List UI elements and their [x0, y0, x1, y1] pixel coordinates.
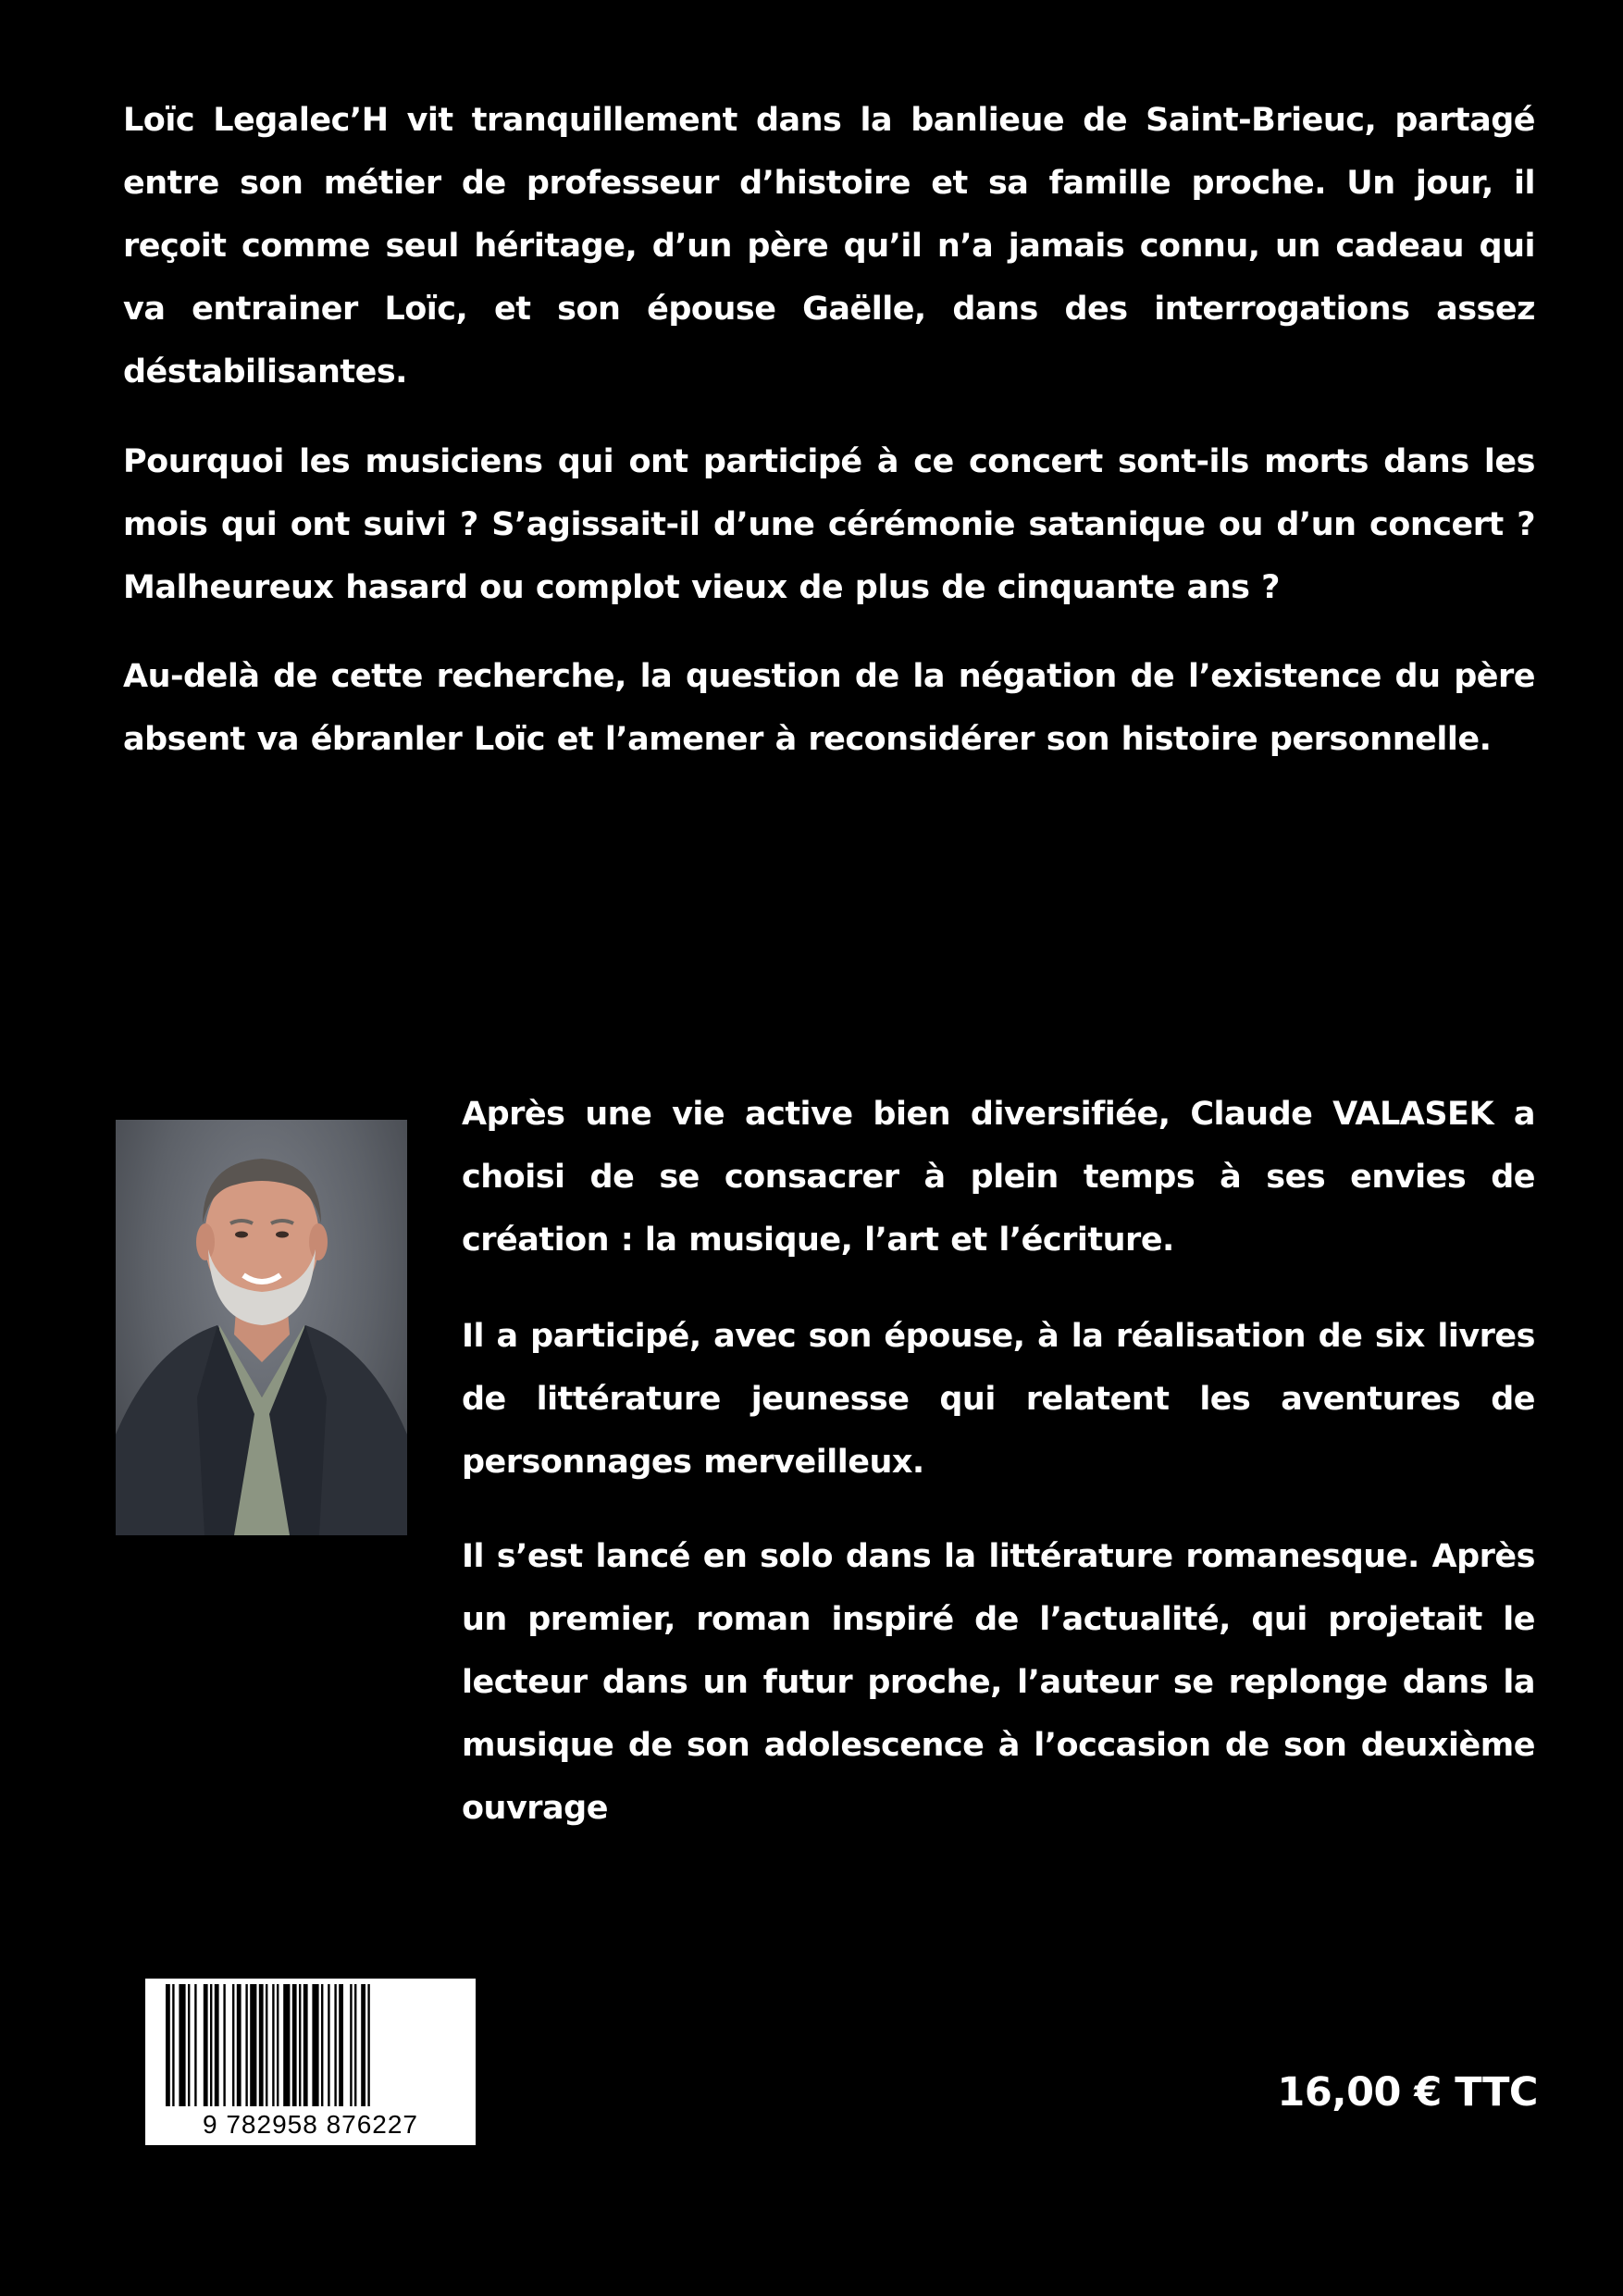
- barcode-bar: [334, 1984, 336, 2106]
- barcode-bar: [354, 1984, 356, 2106]
- barcode-bar: [172, 1984, 174, 2106]
- barcode-bar: [277, 1984, 279, 2106]
- author-bio-paragraph-3: Il s’est lancé en solo dans la littérature romanesque. Après un premier, roman inspiré de l’actualité, qui projetait le lecteur dans un futur proche, l’auteur se replonge dans la musique de son adolescence à l’occasion de son deuxième ouvrage: [462, 1538, 1535, 1827]
- barcode-bar: [237, 1984, 242, 2106]
- author-bio-paragraph-1: Après une vie active bien diversifiée, Claude VALASEK a choisi de se consacrer à plein temps à ses envies de création : la musique, l’art et l’écriture.: [462, 1096, 1535, 1259]
- author-bio-paragraph-2: Il a participé, avec son épouse, à la réalisation de six livres de littérature jeunesse qui relatent les aventures de personnages merveilleux.: [462, 1318, 1535, 1481]
- synopsis-paragraph-2: Pourquoi les musiciens qui ont participé à ce concert sont-ils morts dans les mois qui ont suivi ? S’agissait-il d’une cérémonie satanique ou d’un concert ? Malheureux hasard ou complot vieux de plus de cinquante ans ?: [123, 443, 1535, 606]
- barcode-bar: [179, 1984, 185, 2106]
- barcode-bar: [283, 1984, 290, 2106]
- synopsis-paragraph-1: Loïc Legalec’H vit tranquillement dans la banlieue de Saint-Brieuc, partagé entre son métier de professeur d’histoire et sa famille proche. Un jour, il reçoit comme seul héritage, d’un père qu’il n’a jamais connu, un cadeau qui va entrainer Loïc, et son épouse Gaëlle, dans des interrogations assez déstabilisantes.: [123, 102, 1535, 391]
- price-label: 16,00 € TTC: [1277, 2069, 1538, 2116]
- barcode-bar: [223, 1984, 225, 2106]
- barcode-bar: [304, 1984, 308, 2106]
- barcode-bar: [321, 1984, 323, 2106]
- barcode-bar: [188, 1984, 190, 2106]
- barcode-bar: [266, 1984, 267, 2106]
- barcode-bar: [194, 1984, 196, 2106]
- isbn-barcode: [145, 1979, 476, 2145]
- barcode-digits: 9 782958 876227: [203, 2110, 418, 2139]
- barcode-bar: [328, 1984, 329, 2106]
- barcode-bar: [272, 1984, 274, 2106]
- author-portrait-icon: [116, 1120, 407, 1535]
- barcode-bar: [232, 1984, 234, 2106]
- author-photo: [116, 1120, 407, 1535]
- barcode-bar: [361, 1984, 365, 2106]
- barcode-bar: [312, 1984, 318, 2106]
- barcode-bar: [367, 1984, 369, 2106]
- synopsis-paragraph-3: Au-delà de cette recherche, la question de la négation de l’existence du père absent va ébranler Loïc et l’amener à reconsidérer son histoire personnelle.: [123, 658, 1535, 758]
- barcode-bars: [145, 1979, 476, 2108]
- barcode-bar: [259, 1984, 264, 2106]
- barcode-bar: [215, 1984, 219, 2106]
- barcode-bar: [250, 1984, 256, 2106]
- barcode-bar: [299, 1984, 301, 2106]
- barcode-bar: [204, 1984, 208, 2106]
- barcode-bar: [292, 1984, 297, 2106]
- barcode-bar: [166, 1984, 170, 2106]
- barcode-bar: [245, 1984, 247, 2106]
- barcode-bar: [210, 1984, 212, 2106]
- barcode-bar: [339, 1984, 343, 2106]
- barcode-bar: [350, 1984, 352, 2106]
